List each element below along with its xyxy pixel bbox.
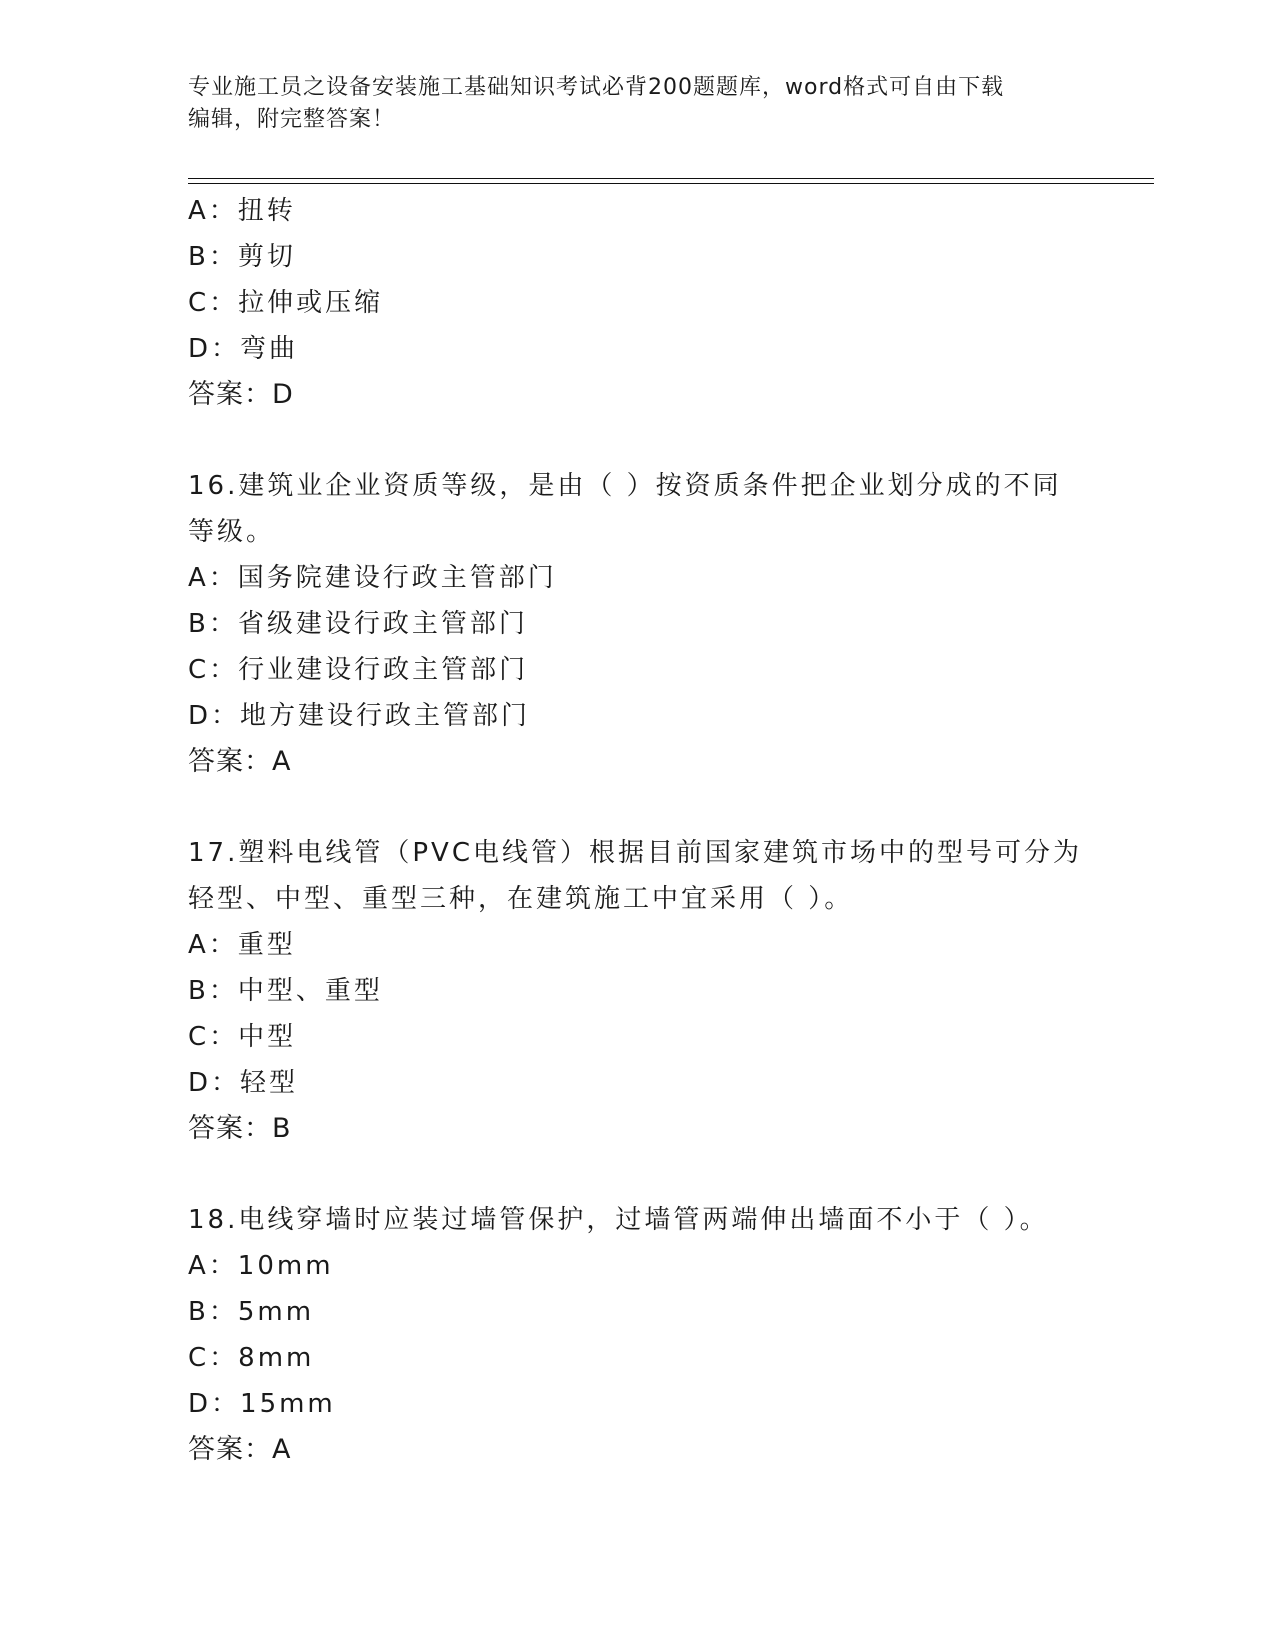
- question-block-18: [188, 1197, 1088, 1473]
- question-stem-line: 等级。: [188, 517, 276, 547]
- answer-line: 答案：A: [188, 746, 292, 777]
- option-a: A：重型: [188, 930, 296, 960]
- option-d: D：弯曲: [188, 334, 299, 364]
- option-c: C：拉伸或压缩: [188, 288, 384, 318]
- answer-line: 答案：A: [188, 1434, 292, 1465]
- option-c: C：行业建设行政主管部门: [188, 655, 529, 685]
- option-d: D：15mm: [188, 1389, 336, 1419]
- question-block-15: [188, 188, 1088, 418]
- option-d: D：轻型: [188, 1068, 299, 1098]
- question-stem-line: 16.建筑业企业资质等级，是由（ ）按资质条件把企业划分成的不同: [188, 471, 1062, 501]
- option-b: B：5mm: [188, 1297, 315, 1327]
- document-header: [188, 72, 1068, 136]
- option-b: B：剪切: [188, 242, 296, 272]
- option-c: C：中型: [188, 1022, 297, 1052]
- header-divider-bottom: [188, 183, 1154, 184]
- header-divider-top: [188, 178, 1154, 179]
- answer-line: 答案：D: [188, 379, 294, 410]
- option-a: A：国务院建设行政主管部门: [188, 563, 557, 593]
- option-a: A：扭转: [188, 196, 296, 226]
- question-list: [188, 188, 1088, 1473]
- option-d: D：地方建设行政主管部门: [188, 701, 531, 731]
- option-b: B：省级建设行政主管部门: [188, 609, 528, 639]
- question-stem-line: 17.塑料电线管（PVC电线管）根据目前国家建筑市场中的型号可分为: [188, 838, 1082, 868]
- answer-line: 答案：B: [188, 1113, 292, 1144]
- option-c: C：8mm: [188, 1343, 315, 1373]
- header-title-line-2: 编辑，附完整答案！: [188, 107, 396, 132]
- option-b: B：中型、重型: [188, 976, 383, 1006]
- question-stem-line: 18.电线穿墙时应装过墙管保护，过墙管两端伸出墙面不小于（ ）。: [188, 1205, 1049, 1235]
- header-title-line-1: 专业施工员之设备安装施工基础知识考试必背200题题库，word格式可自由下载: [188, 75, 1005, 100]
- option-a: A：10mm: [188, 1251, 334, 1281]
- question-stem-line: 轻型、中型、重型三种，在建筑施工中宜采用（ ）。: [188, 884, 854, 914]
- question-block-16: [188, 463, 1088, 785]
- question-block-17: [188, 830, 1088, 1152]
